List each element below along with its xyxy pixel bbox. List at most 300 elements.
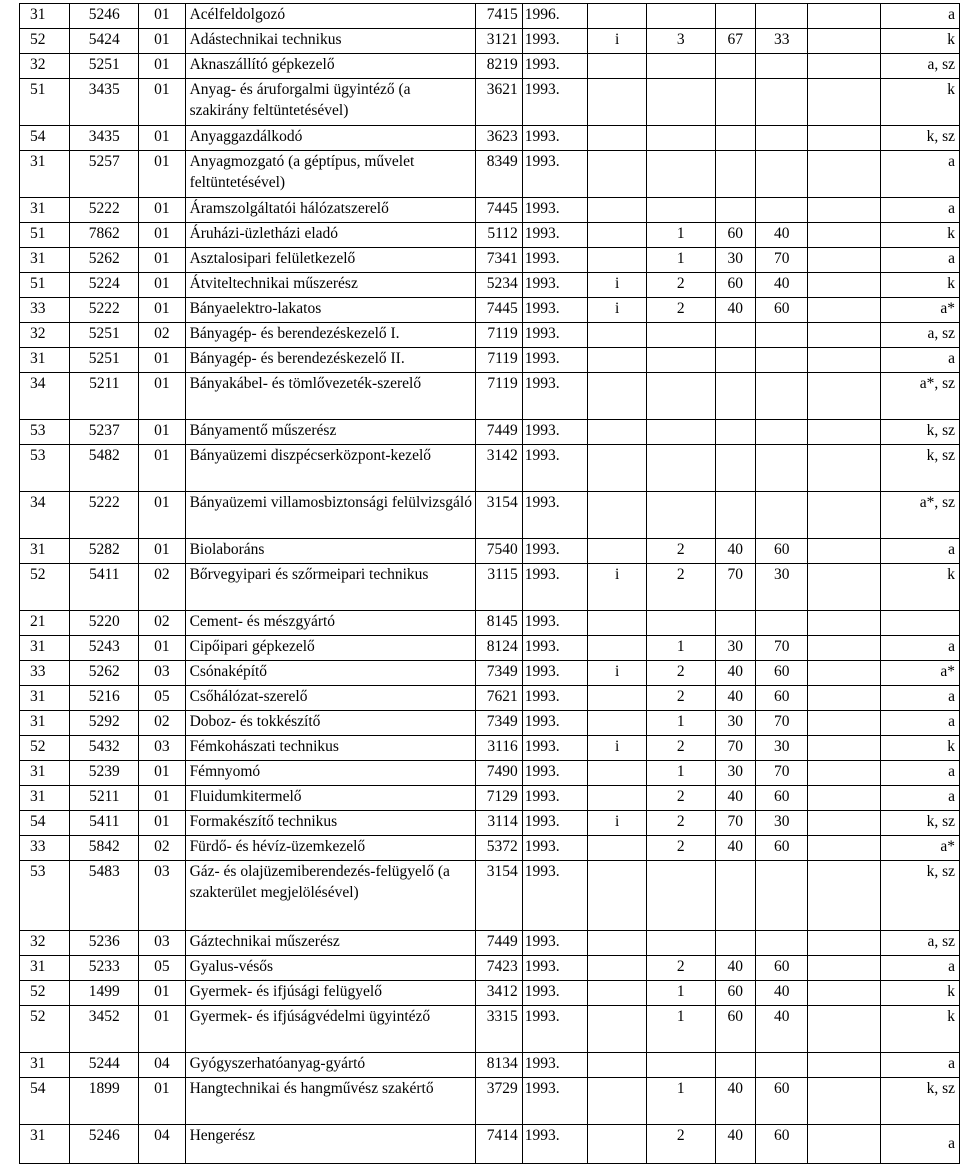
cell-flag-i (588, 373, 647, 420)
cell-year: 1993. (522, 564, 588, 611)
cell-code-suffix: 02 (139, 611, 185, 636)
cell-code-number: 5483 (70, 861, 139, 931)
table-row (20, 29, 960, 54)
cell-occupation-name: Bányagép- és berendezéskezelő II. (185, 348, 476, 373)
cell-year: 1993. (522, 126, 588, 151)
cell-occupation-name: Doboz- és tokkészítő (185, 711, 476, 736)
table-row (20, 273, 960, 298)
cell-code-number: 5237 (70, 420, 139, 445)
cell-code-group: 31 (20, 686, 70, 711)
cell-year: 1993. (522, 373, 588, 420)
cell-ratio-a (715, 348, 755, 373)
cell-year: 1993. (522, 981, 588, 1006)
table-row (20, 836, 960, 861)
cell-code-number: 5236 (70, 931, 139, 956)
cell-code-number: 5432 (70, 736, 139, 761)
cell-ratio-b: 40 (755, 1006, 808, 1053)
cell-feor-code: 7445 (476, 298, 522, 323)
cell-code-number: 5244 (70, 1053, 139, 1078)
cell-level (646, 445, 715, 492)
cell-year: 1993. (522, 445, 588, 492)
cell-category: k, sz (881, 420, 960, 445)
cell-flag-i (588, 445, 647, 492)
cell-level (646, 348, 715, 373)
cell-year: 1993. (522, 686, 588, 711)
cell-blank (808, 29, 881, 54)
cell-code-group: 31 (20, 956, 70, 981)
cell-blank (808, 736, 881, 761)
cell-ratio-a (715, 420, 755, 445)
table-row (20, 786, 960, 811)
cell-code-group: 31 (20, 636, 70, 661)
table-row (20, 348, 960, 373)
cell-level: 2 (646, 564, 715, 611)
cell-ratio-a (715, 79, 755, 126)
table-row (20, 298, 960, 323)
cell-code-suffix: 01 (139, 198, 185, 223)
cell-code-number: 3435 (70, 126, 139, 151)
table-row (20, 54, 960, 79)
cell-flag-i: i (588, 29, 647, 54)
cell-blank (808, 151, 881, 198)
cell-code-suffix: 01 (139, 298, 185, 323)
cell-occupation-name: Bányagép- és berendezéskezelő I. (185, 323, 476, 348)
cell-level (646, 323, 715, 348)
cell-year: 1993. (522, 539, 588, 564)
cell-code-suffix: 01 (139, 492, 185, 539)
cell-code-suffix: 02 (139, 836, 185, 861)
cell-blank (808, 686, 881, 711)
cell-ratio-b: 60 (755, 539, 808, 564)
cell-category: k (881, 1006, 960, 1053)
cell-occupation-name: Áruházi-üzletházi eladó (185, 223, 476, 248)
cell-code-group: 51 (20, 223, 70, 248)
cell-category: a (881, 686, 960, 711)
cell-blank (808, 79, 881, 126)
cell-code-suffix: 01 (139, 79, 185, 126)
cell-ratio-a: 30 (715, 636, 755, 661)
cell-year: 1993. (522, 198, 588, 223)
cell-feor-code: 3121 (476, 29, 522, 54)
cell-flag-i: i (588, 298, 647, 323)
cell-flag-i (588, 636, 647, 661)
cell-blank (808, 956, 881, 981)
cell-code-suffix: 01 (139, 373, 185, 420)
cell-ratio-b: 30 (755, 811, 808, 836)
cell-level (646, 861, 715, 931)
cell-blank (808, 445, 881, 492)
cell-blank (808, 198, 881, 223)
cell-code-number: 5262 (70, 661, 139, 686)
table-row (20, 761, 960, 786)
cell-code-group: 31 (20, 151, 70, 198)
cell-category: k, sz (881, 1078, 960, 1125)
cell-flag-i (588, 223, 647, 248)
cell-category: a*, sz (881, 492, 960, 539)
cell-code-suffix: 03 (139, 931, 185, 956)
cell-feor-code: 3623 (476, 126, 522, 151)
cell-code-number: 5216 (70, 686, 139, 711)
cell-flag-i (588, 761, 647, 786)
cell-code-group: 53 (20, 445, 70, 492)
table-row (20, 981, 960, 1006)
cell-code-number: 5262 (70, 248, 139, 273)
cell-occupation-name: Áramszolgáltatói hálózatszerelő (185, 198, 476, 223)
table-body (20, 4, 960, 1164)
cell-code-suffix: 01 (139, 981, 185, 1006)
cell-flag-i (588, 151, 647, 198)
cell-code-group: 31 (20, 348, 70, 373)
cell-code-group: 53 (20, 861, 70, 931)
cell-year: 1993. (522, 151, 588, 198)
cell-blank (808, 786, 881, 811)
cell-ratio-b (755, 151, 808, 198)
cell-code-group: 32 (20, 931, 70, 956)
cell-blank (808, 248, 881, 273)
cell-occupation-name: Anyagmozgató (a géptípus, művelet feltüntetésével) (185, 151, 476, 198)
cell-level: 1 (646, 761, 715, 786)
cell-flag-i: i (588, 736, 647, 761)
cell-ratio-a (715, 492, 755, 539)
cell-feor-code: 8124 (476, 636, 522, 661)
cell-ratio-b (755, 4, 808, 29)
cell-category: a, sz (881, 323, 960, 348)
cell-code-number: 5246 (70, 4, 139, 29)
cell-category: k, sz (881, 445, 960, 492)
cell-blank (808, 373, 881, 420)
cell-code-group: 31 (20, 248, 70, 273)
cell-flag-i (588, 323, 647, 348)
cell-code-group: 51 (20, 79, 70, 126)
cell-flag-i (588, 981, 647, 1006)
cell-blank (808, 611, 881, 636)
cell-ratio-a (715, 445, 755, 492)
cell-level: 2 (646, 298, 715, 323)
cell-category: k (881, 273, 960, 298)
cell-blank (808, 711, 881, 736)
cell-occupation-name: Cement- és mészgyártó (185, 611, 476, 636)
cell-flag-i (588, 1053, 647, 1078)
cell-flag-i: i (588, 564, 647, 611)
cell-code-number: 5251 (70, 323, 139, 348)
cell-feor-code: 7349 (476, 711, 522, 736)
cell-code-suffix: 03 (139, 661, 185, 686)
cell-code-number: 3435 (70, 79, 139, 126)
cell-feor-code: 3621 (476, 79, 522, 126)
table-row (20, 126, 960, 151)
table-row (20, 4, 960, 29)
cell-code-group: 31 (20, 1125, 70, 1164)
cell-level (646, 54, 715, 79)
cell-code-group: 52 (20, 29, 70, 54)
table-row (20, 636, 960, 661)
cell-ratio-a (715, 1053, 755, 1078)
cell-ratio-a (715, 126, 755, 151)
cell-code-group: 33 (20, 836, 70, 861)
cell-year: 1993. (522, 420, 588, 445)
cell-ratio-a (715, 861, 755, 931)
cell-ratio-b: 33 (755, 29, 808, 54)
cell-level: 1 (646, 223, 715, 248)
cell-occupation-name: Anyag- és áruforgalmi ügyintéző (a szakirány feltüntetésével) (185, 79, 476, 126)
cell-year: 1996. (522, 4, 588, 29)
cell-flag-i (588, 861, 647, 931)
cell-ratio-a (715, 198, 755, 223)
cell-occupation-name: Gyermek- és ifjúságvédelmi ügyintéző (185, 1006, 476, 1053)
cell-code-number: 5251 (70, 54, 139, 79)
cell-feor-code: 3315 (476, 1006, 522, 1053)
cell-code-group: 33 (20, 298, 70, 323)
cell-year: 1993. (522, 611, 588, 636)
cell-ratio-b (755, 861, 808, 931)
cell-level: 2 (646, 661, 715, 686)
cell-flag-i (588, 931, 647, 956)
cell-code-group: 33 (20, 661, 70, 686)
table-row (20, 248, 960, 273)
cell-category: k, sz (881, 861, 960, 931)
cell-level: 3 (646, 29, 715, 54)
cell-ratio-b (755, 931, 808, 956)
cell-code-suffix: 03 (139, 861, 185, 931)
cell-occupation-name: Gáz- és olajüzemiberendezés-felügyelő (a szakterület megjelölésével) (185, 861, 476, 931)
cell-blank (808, 54, 881, 79)
cell-feor-code: 7341 (476, 248, 522, 273)
cell-flag-i (588, 4, 647, 29)
cell-feor-code: 8349 (476, 151, 522, 198)
cell-year: 1993. (522, 861, 588, 931)
cell-blank (808, 836, 881, 861)
cell-code-suffix: 01 (139, 4, 185, 29)
cell-ratio-b (755, 420, 808, 445)
cell-feor-code: 7119 (476, 348, 522, 373)
table-row (20, 611, 960, 636)
cell-blank (808, 1006, 881, 1053)
cell-code-suffix: 05 (139, 686, 185, 711)
cell-ratio-a: 60 (715, 1006, 755, 1053)
cell-ratio-b: 30 (755, 736, 808, 761)
cell-code-suffix: 01 (139, 539, 185, 564)
cell-blank (808, 861, 881, 931)
cell-year: 1993. (522, 786, 588, 811)
cell-category: k, sz (881, 811, 960, 836)
cell-code-number: 5224 (70, 273, 139, 298)
cell-code-suffix: 01 (139, 348, 185, 373)
table-row (20, 861, 960, 931)
cell-blank (808, 1078, 881, 1125)
cell-category: k (881, 79, 960, 126)
cell-category: k, sz (881, 126, 960, 151)
table-row (20, 956, 960, 981)
cell-occupation-name: Fürdő- és hévíz-üzemkezelő (185, 836, 476, 861)
cell-level: 2 (646, 1125, 715, 1164)
cell-category: k (881, 564, 960, 611)
cell-feor-code: 7119 (476, 373, 522, 420)
cell-ratio-a: 60 (715, 981, 755, 1006)
table-row (20, 811, 960, 836)
cell-feor-code: 7414 (476, 1125, 522, 1164)
cell-ratio-a: 60 (715, 223, 755, 248)
cell-year: 1993. (522, 79, 588, 126)
cell-ratio-b (755, 323, 808, 348)
cell-category: k (881, 736, 960, 761)
cell-occupation-name: Aknaszállító gépkezelő (185, 54, 476, 79)
cell-code-number: 5211 (70, 373, 139, 420)
cell-category: a (881, 786, 960, 811)
cell-level: 1 (646, 1006, 715, 1053)
cell-ratio-b (755, 348, 808, 373)
cell-year: 1993. (522, 711, 588, 736)
cell-ratio-b: 40 (755, 981, 808, 1006)
cell-code-suffix: 01 (139, 151, 185, 198)
cell-feor-code: 3114 (476, 811, 522, 836)
cell-feor-code: 3154 (476, 861, 522, 931)
cell-code-group: 31 (20, 711, 70, 736)
cell-occupation-name: Asztalosipari felületkezelő (185, 248, 476, 273)
cell-ratio-b: 40 (755, 223, 808, 248)
cell-year: 1993. (522, 1053, 588, 1078)
cell-occupation-name: Bányaelektro-lakatos (185, 298, 476, 323)
cell-flag-i (588, 198, 647, 223)
cell-level (646, 420, 715, 445)
cell-code-number: 5239 (70, 761, 139, 786)
cell-year: 1993. (522, 661, 588, 686)
table-row (20, 445, 960, 492)
cell-feor-code: 5372 (476, 836, 522, 861)
cell-code-suffix: 03 (139, 736, 185, 761)
cell-blank (808, 4, 881, 29)
cell-year: 1993. (522, 492, 588, 539)
cell-code-suffix: 02 (139, 711, 185, 736)
cell-year: 1993. (522, 636, 588, 661)
cell-code-number: 5220 (70, 611, 139, 636)
cell-occupation-name: Gyógyszerhatóanyag-gyártó (185, 1053, 476, 1078)
cell-flag-i (588, 836, 647, 861)
cell-code-suffix: 04 (139, 1125, 185, 1164)
cell-flag-i (588, 79, 647, 126)
cell-occupation-name: Gyermek- és ifjúsági felügyelő (185, 981, 476, 1006)
cell-feor-code: 7445 (476, 198, 522, 223)
cell-category: a (881, 956, 960, 981)
cell-ratio-b: 30 (755, 564, 808, 611)
cell-code-number: 5222 (70, 298, 139, 323)
cell-year: 1993. (522, 811, 588, 836)
cell-occupation-name: Acélfeldolgozó (185, 4, 476, 29)
cell-category: a* (881, 661, 960, 686)
cell-occupation-name: Átviteltechnikai műszerész (185, 273, 476, 298)
cell-ratio-b (755, 54, 808, 79)
cell-occupation-name: Adástechnikai technikus (185, 29, 476, 54)
cell-level: 1 (646, 248, 715, 273)
cell-level: 2 (646, 836, 715, 861)
cell-code-suffix: 01 (139, 248, 185, 273)
cell-flag-i (588, 539, 647, 564)
cell-code-number: 5251 (70, 348, 139, 373)
cell-ratio-b (755, 611, 808, 636)
cell-level (646, 198, 715, 223)
cell-year: 1993. (522, 298, 588, 323)
cell-year: 1993. (522, 29, 588, 54)
cell-year: 1993. (522, 761, 588, 786)
cell-ratio-a (715, 373, 755, 420)
cell-occupation-name: Cipőipari gépkezelő (185, 636, 476, 661)
cell-occupation-name: Csőhálózat-szerelő (185, 686, 476, 711)
cell-occupation-name: Bőrvegyipari és szőrmeipari technikus (185, 564, 476, 611)
cell-level: 2 (646, 956, 715, 981)
cell-ratio-a (715, 151, 755, 198)
cell-category: k (881, 981, 960, 1006)
cell-code-group: 52 (20, 736, 70, 761)
cell-ratio-a: 40 (715, 786, 755, 811)
cell-flag-i (588, 248, 647, 273)
cell-feor-code: 3116 (476, 736, 522, 761)
table-row (20, 79, 960, 126)
cell-blank (808, 223, 881, 248)
cell-occupation-name: Anyaggazdálkodó (185, 126, 476, 151)
cell-ratio-a: 30 (715, 248, 755, 273)
cell-category: a (881, 4, 960, 29)
cell-code-number: 7862 (70, 223, 139, 248)
cell-code-number: 3452 (70, 1006, 139, 1053)
cell-category: a (881, 761, 960, 786)
cell-ratio-a: 40 (715, 1078, 755, 1125)
cell-feor-code: 7119 (476, 323, 522, 348)
cell-code-suffix: 01 (139, 29, 185, 54)
cell-flag-i (588, 54, 647, 79)
cell-ratio-b (755, 1053, 808, 1078)
cell-blank (808, 636, 881, 661)
cell-blank (808, 420, 881, 445)
cell-occupation-name: Hengerész (185, 1125, 476, 1164)
cell-flag-i: i (588, 273, 647, 298)
cell-occupation-name: Hangtechnikai és hangművész szakértő (185, 1078, 476, 1125)
cell-level: 2 (646, 273, 715, 298)
cell-occupation-name: Gyalus-vésős (185, 956, 476, 981)
cell-code-number: 5292 (70, 711, 139, 736)
cell-level (646, 151, 715, 198)
cell-year: 1993. (522, 273, 588, 298)
cell-code-number: 5243 (70, 636, 139, 661)
cell-feor-code: 3154 (476, 492, 522, 539)
cell-category: k (881, 223, 960, 248)
cell-code-group: 34 (20, 373, 70, 420)
cell-feor-code: 7423 (476, 956, 522, 981)
cell-ratio-a: 40 (715, 539, 755, 564)
cell-ratio-b (755, 126, 808, 151)
cell-code-suffix: 02 (139, 323, 185, 348)
cell-code-number: 5211 (70, 786, 139, 811)
table-row (20, 736, 960, 761)
cell-level: 1 (646, 981, 715, 1006)
cell-flag-i: i (588, 661, 647, 686)
cell-blank (808, 661, 881, 686)
cell-blank (808, 564, 881, 611)
cell-level: 2 (646, 811, 715, 836)
table-row (20, 151, 960, 198)
cell-code-number: 5246 (70, 1125, 139, 1164)
cell-blank (808, 761, 881, 786)
cell-ratio-b: 60 (755, 686, 808, 711)
cell-feor-code: 5234 (476, 273, 522, 298)
cell-code-group: 54 (20, 1078, 70, 1125)
cell-category: a* (881, 298, 960, 323)
cell-ratio-a (715, 54, 755, 79)
table-row (20, 223, 960, 248)
cell-level: 1 (646, 1078, 715, 1125)
cell-flag-i (588, 348, 647, 373)
cell-code-suffix: 01 (139, 445, 185, 492)
cell-category: a (881, 539, 960, 564)
cell-code-group: 52 (20, 981, 70, 1006)
